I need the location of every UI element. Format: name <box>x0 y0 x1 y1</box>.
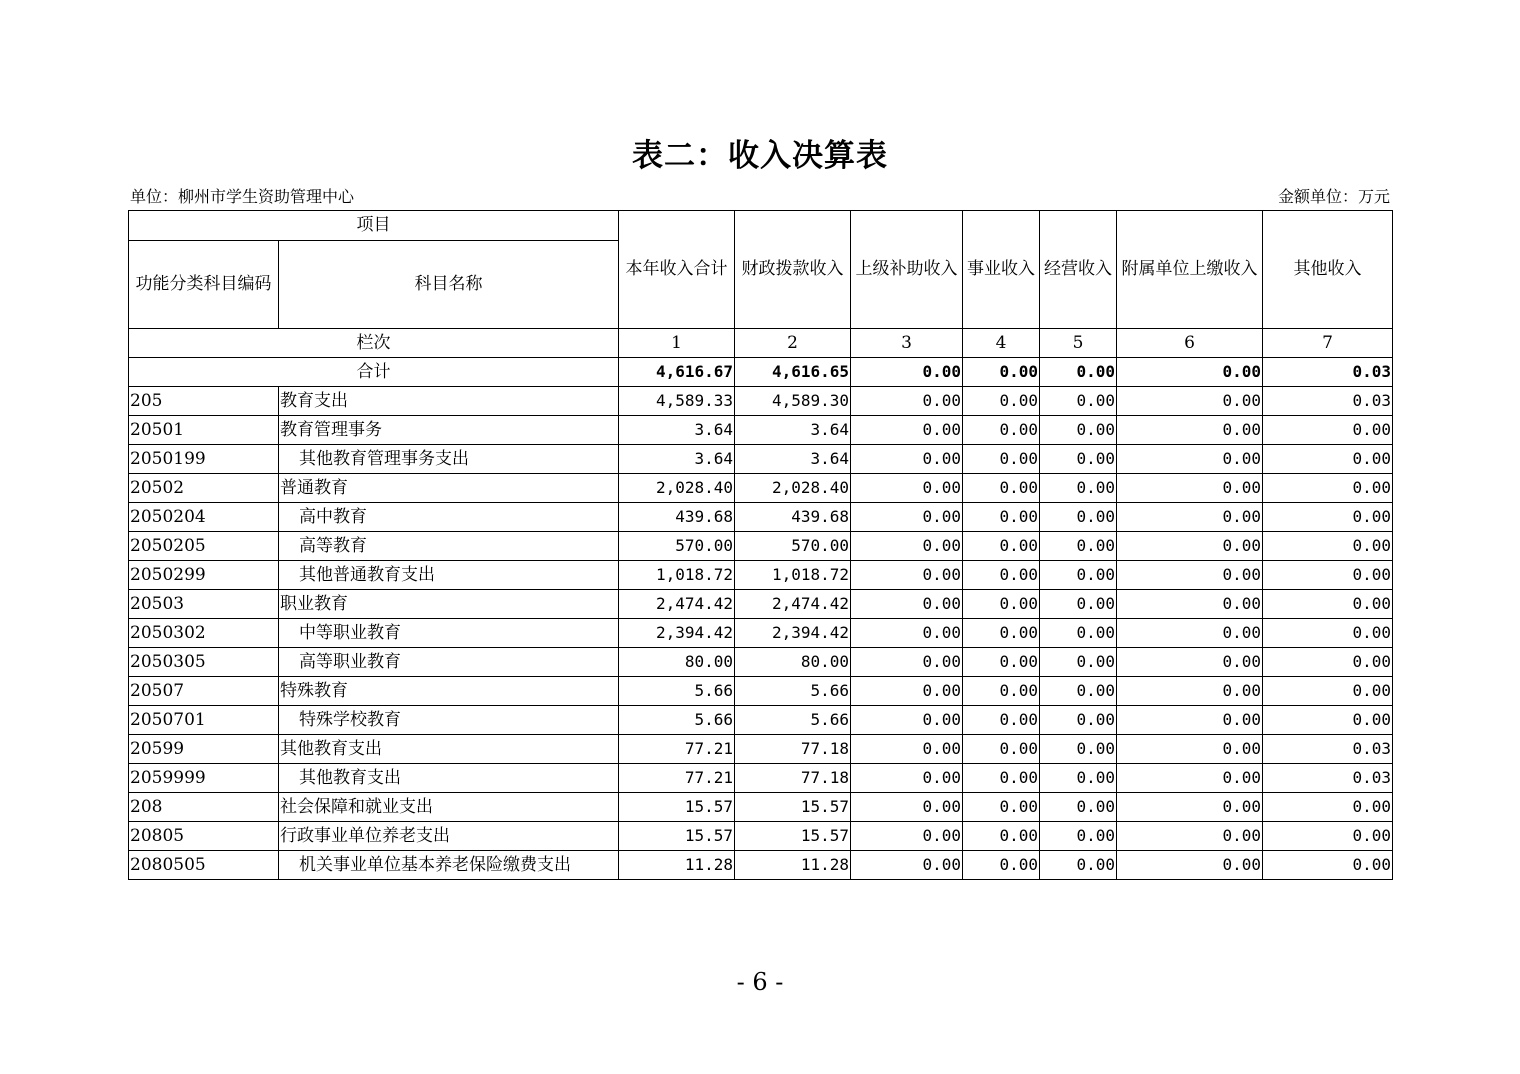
total-value: 4,616.65 <box>735 358 851 387</box>
row-value: 15.57 <box>735 822 851 851</box>
row-value: 3.64 <box>619 445 735 474</box>
table-row <box>129 706 1393 735</box>
header-code: 功能分类科目编码 <box>129 241 279 329</box>
row-name: 普通教育 <box>279 474 619 503</box>
row-value: 0.00 <box>1117 474 1263 503</box>
row-value: 15.57 <box>735 793 851 822</box>
row-value: 0.00 <box>851 706 963 735</box>
row-value: 0.00 <box>1117 793 1263 822</box>
row-value: 0.00 <box>1040 735 1117 764</box>
row-value: 0.00 <box>963 561 1040 590</box>
row-code: 208 <box>129 793 279 822</box>
row-code: 2050205 <box>129 532 279 561</box>
row-value: 0.00 <box>1263 445 1393 474</box>
table-row <box>129 851 1393 880</box>
row-value: 77.18 <box>735 735 851 764</box>
header-name: 科目名称 <box>279 241 619 329</box>
row-value: 0.00 <box>851 764 963 793</box>
row-value: 0.00 <box>851 503 963 532</box>
table-row <box>129 474 1393 503</box>
row-name: 高中教育 <box>279 503 619 532</box>
row-value: 0.00 <box>1117 648 1263 677</box>
row-name: 其他教育支出 <box>279 764 619 793</box>
table-row <box>129 793 1393 822</box>
row-value: 0.00 <box>1040 851 1117 880</box>
org-unit-label: 单位：柳州市学生资助管理中心 <box>130 187 355 206</box>
row-value: 570.00 <box>619 532 735 561</box>
row-value: 0.00 <box>1117 416 1263 445</box>
row-code: 2050299 <box>129 561 279 590</box>
row-value: 0.00 <box>1263 416 1393 445</box>
row-value: 439.68 <box>735 503 851 532</box>
col-number: 6 <box>1117 329 1263 358</box>
row-value: 3.64 <box>619 416 735 445</box>
row-value: 0.00 <box>851 590 963 619</box>
row-value: 0.00 <box>963 822 1040 851</box>
row-value: 0.00 <box>1117 851 1263 880</box>
row-value: 0.00 <box>1040 793 1117 822</box>
col-number: 7 <box>1263 329 1393 358</box>
table-row <box>129 764 1393 793</box>
row-value: 0.00 <box>851 416 963 445</box>
row-value: 0.00 <box>1117 561 1263 590</box>
table-row <box>129 445 1393 474</box>
total-row <box>129 358 1393 387</box>
row-value: 11.28 <box>619 851 735 880</box>
row-value: 0.00 <box>1117 619 1263 648</box>
table-row <box>129 822 1393 851</box>
row-value: 0.00 <box>1040 706 1117 735</box>
total-value: 0.00 <box>1117 358 1263 387</box>
row-value: 0.00 <box>963 619 1040 648</box>
row-value: 0.00 <box>1117 445 1263 474</box>
row-value: 0.00 <box>1117 764 1263 793</box>
row-value: 0.00 <box>963 503 1040 532</box>
row-value: 0.00 <box>1263 503 1393 532</box>
row-value: 0.00 <box>851 561 963 590</box>
header-col-4: 事业收入 <box>963 211 1040 329</box>
header-col-6: 附属单位上缴收入 <box>1117 211 1263 329</box>
row-value: 0.00 <box>963 851 1040 880</box>
table-row <box>129 532 1393 561</box>
row-code: 20805 <box>129 822 279 851</box>
row-name: 特殊教育 <box>279 677 619 706</box>
table-row <box>129 503 1393 532</box>
row-value: 0.00 <box>1040 822 1117 851</box>
row-value: 3.64 <box>735 445 851 474</box>
row-value: 80.00 <box>619 648 735 677</box>
total-value: 0.00 <box>1040 358 1117 387</box>
row-value: 0.03 <box>1263 387 1393 416</box>
row-value: 0.00 <box>1040 474 1117 503</box>
row-value: 0.00 <box>963 706 1040 735</box>
row-value: 0.00 <box>963 764 1040 793</box>
row-value: 0.00 <box>851 793 963 822</box>
header-col-3: 上级补助收入 <box>851 211 963 329</box>
row-value: 4,589.33 <box>619 387 735 416</box>
row-value: 0.00 <box>851 851 963 880</box>
row-value: 0.00 <box>1117 590 1263 619</box>
row-value: 0.00 <box>1263 851 1393 880</box>
row-value: 0.00 <box>1040 590 1117 619</box>
row-code: 2050199 <box>129 445 279 474</box>
row-value: 80.00 <box>735 648 851 677</box>
row-value: 0.00 <box>963 532 1040 561</box>
row-value: 0.03 <box>1263 764 1393 793</box>
row-value: 0.00 <box>1117 822 1263 851</box>
row-value: 2,028.40 <box>735 474 851 503</box>
row-value: 0.00 <box>963 474 1040 503</box>
row-value: 0.00 <box>1263 793 1393 822</box>
header-col-5: 经营收入 <box>1040 211 1117 329</box>
row-code: 2050302 <box>129 619 279 648</box>
table-row <box>129 677 1393 706</box>
row-value: 0.00 <box>1040 387 1117 416</box>
row-value: 0.00 <box>1263 677 1393 706</box>
row-name: 教育管理事务 <box>279 416 619 445</box>
row-value: 0.00 <box>851 619 963 648</box>
row-value: 0.00 <box>1117 677 1263 706</box>
row-value: 0.00 <box>963 648 1040 677</box>
row-value: 1,018.72 <box>619 561 735 590</box>
row-name: 行政事业单位养老支出 <box>279 822 619 851</box>
row-value: 0.00 <box>1040 532 1117 561</box>
row-code: 20501 <box>129 416 279 445</box>
table-row <box>129 561 1393 590</box>
row-value: 77.21 <box>619 735 735 764</box>
row-value: 0.00 <box>851 387 963 416</box>
row-value: 15.57 <box>619 793 735 822</box>
col-number: 2 <box>735 329 851 358</box>
row-name: 高等职业教育 <box>279 648 619 677</box>
row-value: 0.00 <box>963 416 1040 445</box>
row-code: 2050305 <box>129 648 279 677</box>
report-title: 表二：收入决算表 <box>632 138 888 174</box>
row-value: 2,394.42 <box>735 619 851 648</box>
row-code: 2050204 <box>129 503 279 532</box>
row-value: 5.66 <box>619 706 735 735</box>
table-row <box>129 619 1393 648</box>
header-project: 项目 <box>129 211 619 241</box>
row-value: 2,394.42 <box>619 619 735 648</box>
header-col-7: 其他收入 <box>1263 211 1393 329</box>
row-value: 0.00 <box>1263 648 1393 677</box>
row-value: 5.66 <box>619 677 735 706</box>
col-number: 5 <box>1040 329 1117 358</box>
row-value: 0.00 <box>1263 590 1393 619</box>
page-number: - 6 - <box>736 968 784 996</box>
row-value: 0.00 <box>963 387 1040 416</box>
row-name: 教育支出 <box>279 387 619 416</box>
row-name: 中等职业教育 <box>279 619 619 648</box>
row-value: 1,018.72 <box>735 561 851 590</box>
table-row <box>129 735 1393 764</box>
header-col-1: 本年收入合计 <box>619 211 735 329</box>
row-value: 77.21 <box>619 764 735 793</box>
row-code: 20507 <box>129 677 279 706</box>
total-value: 0.00 <box>851 358 963 387</box>
row-value: 2,474.42 <box>619 590 735 619</box>
col-number: 1 <box>619 329 735 358</box>
row-value: 11.28 <box>735 851 851 880</box>
row-value: 0.00 <box>1263 619 1393 648</box>
table-row <box>129 648 1393 677</box>
total-value: 0.03 <box>1263 358 1393 387</box>
row-value: 0.00 <box>1263 532 1393 561</box>
row-value: 0.00 <box>851 735 963 764</box>
row-value: 2,028.40 <box>619 474 735 503</box>
total-value: 4,616.67 <box>619 358 735 387</box>
row-value: 0.00 <box>851 532 963 561</box>
row-code: 2080505 <box>129 851 279 880</box>
row-value: 15.57 <box>619 822 735 851</box>
col-number: 3 <box>851 329 963 358</box>
row-value: 439.68 <box>619 503 735 532</box>
row-name: 其他教育管理事务支出 <box>279 445 619 474</box>
row-code: 20502 <box>129 474 279 503</box>
row-value: 0.00 <box>1040 416 1117 445</box>
lanci-label: 栏次 <box>129 329 619 358</box>
row-value: 0.00 <box>1263 561 1393 590</box>
row-name: 其他教育支出 <box>279 735 619 764</box>
row-value: 0.00 <box>1263 822 1393 851</box>
row-value: 0.00 <box>963 677 1040 706</box>
income-report-table <box>128 210 1393 880</box>
row-value: 0.00 <box>1117 706 1263 735</box>
row-value: 0.00 <box>963 735 1040 764</box>
table-row <box>129 590 1393 619</box>
row-value: 0.00 <box>963 590 1040 619</box>
total-label: 合计 <box>129 358 619 387</box>
row-value: 0.00 <box>1117 387 1263 416</box>
row-value: 0.00 <box>851 677 963 706</box>
row-value: 0.00 <box>1263 474 1393 503</box>
row-value: 0.00 <box>851 648 963 677</box>
row-value: 0.00 <box>1117 532 1263 561</box>
row-code: 20503 <box>129 590 279 619</box>
row-value: 570.00 <box>735 532 851 561</box>
row-value: 0.00 <box>851 474 963 503</box>
table-row <box>129 387 1393 416</box>
row-value: 5.66 <box>735 706 851 735</box>
row-value: 4,589.30 <box>735 387 851 416</box>
row-value: 0.00 <box>1117 735 1263 764</box>
row-value: 0.00 <box>1040 561 1117 590</box>
row-value: 0.00 <box>851 822 963 851</box>
row-value: 3.64 <box>735 416 851 445</box>
row-name: 机关事业单位基本养老保险缴费支出 <box>279 851 619 880</box>
row-name: 职业教育 <box>279 590 619 619</box>
row-code: 2059999 <box>129 764 279 793</box>
row-value: 0.00 <box>1040 619 1117 648</box>
row-value: 0.00 <box>1117 503 1263 532</box>
total-value: 0.00 <box>963 358 1040 387</box>
row-value: 0.00 <box>1040 648 1117 677</box>
row-name: 高等教育 <box>279 532 619 561</box>
row-name: 特殊学校教育 <box>279 706 619 735</box>
row-code: 205 <box>129 387 279 416</box>
row-value: 5.66 <box>735 677 851 706</box>
currency-unit-label: 金额单位：万元 <box>1277 187 1390 206</box>
header-col-2: 财政拨款收入 <box>735 211 851 329</box>
col-number: 4 <box>963 329 1040 358</box>
row-value: 0.00 <box>963 793 1040 822</box>
row-value: 0.00 <box>1040 445 1117 474</box>
row-name: 社会保障和就业支出 <box>279 793 619 822</box>
row-value: 77.18 <box>735 764 851 793</box>
row-value: 0.00 <box>963 445 1040 474</box>
row-code: 20599 <box>129 735 279 764</box>
row-code: 2050701 <box>129 706 279 735</box>
row-value: 0.00 <box>851 445 963 474</box>
row-value: 0.00 <box>1040 764 1117 793</box>
row-value: 0.00 <box>1040 677 1117 706</box>
row-value: 0.00 <box>1263 706 1393 735</box>
row-value: 0.03 <box>1263 735 1393 764</box>
row-value: 0.00 <box>1040 503 1117 532</box>
row-name: 其他普通教育支出 <box>279 561 619 590</box>
table-row <box>129 416 1393 445</box>
row-value: 2,474.42 <box>735 590 851 619</box>
